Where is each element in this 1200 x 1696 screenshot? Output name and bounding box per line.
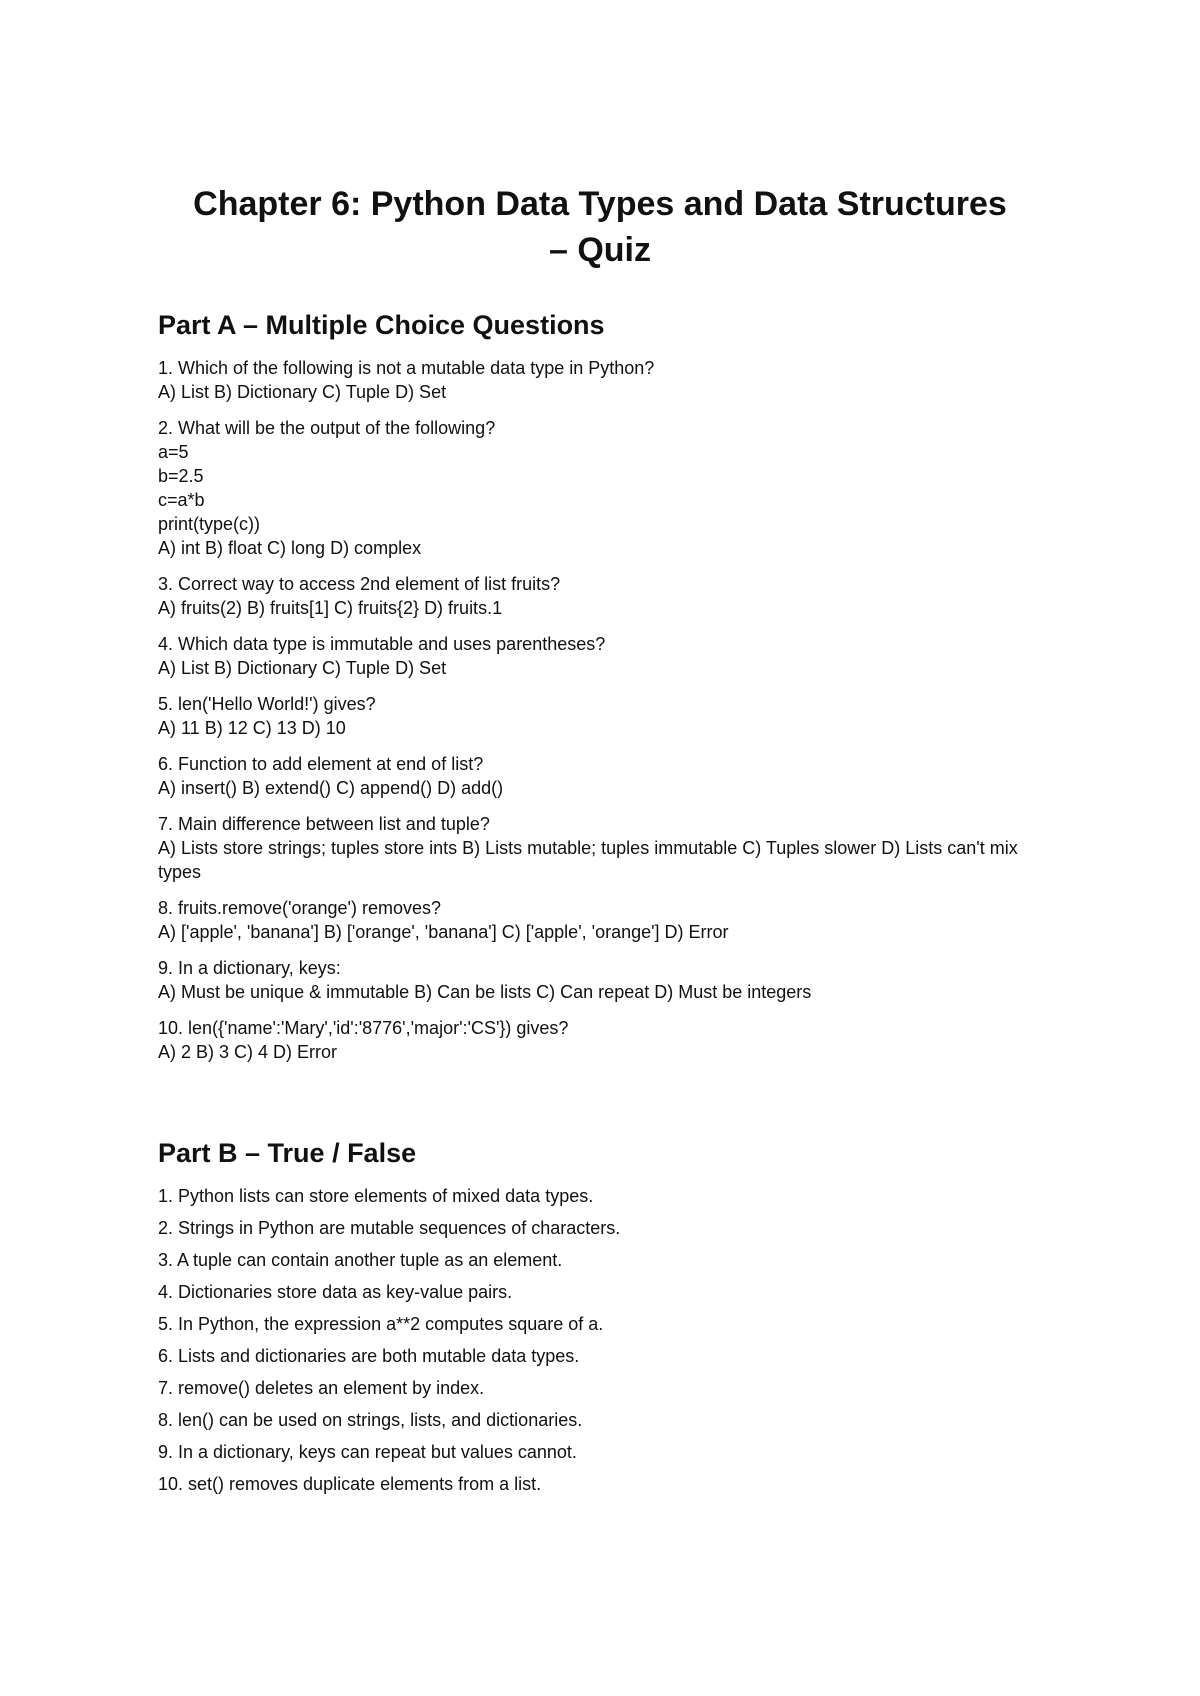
- question-text: 9. In a dictionary, keys:: [158, 958, 341, 978]
- answer-options: A) int B) float C) long D) complex: [158, 538, 422, 558]
- mcq-question: [158, 356, 1058, 404]
- true-false-statement: 8. len() can be used on strings, lists, and dictionaries.: [158, 1410, 583, 1430]
- mcq-question: [158, 956, 1058, 1004]
- answer-options: A) ['apple', 'banana'] B) ['orange', 'banana'] C) ['apple', 'orange'] D) Error: [158, 922, 729, 942]
- answer-options: A) 2 B) 3 C) 4 D) Error: [158, 1042, 338, 1062]
- question-text: 1. Which of the following is not a mutable data type in Python?: [158, 358, 655, 378]
- true-false-statement: 10. set() removes duplicate elements from a list.: [158, 1474, 542, 1494]
- true-false-statement: 3. A tuple can contain another tuple as an element.: [158, 1250, 563, 1270]
- true-false-statement: 6. Lists and dictionaries are both mutable data types.: [158, 1346, 580, 1366]
- question-text: 3. Correct way to access 2nd element of list fruits?: [158, 574, 561, 594]
- question-text: 2. What will be the output of the following?: [158, 418, 496, 438]
- mcq-question: [158, 752, 1058, 800]
- true-false-statement: 1. Python lists can store elements of mixed data types.: [158, 1186, 594, 1206]
- title-line-1: Chapter 6: Python Data Types and Data Structures: [193, 184, 1007, 223]
- code-line: print(type(c)): [158, 514, 261, 534]
- answer-options: A) List B) Dictionary C) Tuple D) Set: [158, 382, 447, 402]
- mcq-question: [158, 632, 1058, 680]
- mcq-question: [158, 812, 1058, 884]
- part-b-heading: Part B – True / False: [158, 1138, 417, 1168]
- answer-options: A) Lists store strings; tuples store ints B) Lists mutable; tuples immutable C) Tuples slower D) Lists can't mix types: [158, 838, 1023, 882]
- question-text: 8. fruits.remove('orange') removes?: [158, 898, 441, 918]
- part-a-heading: Part A – Multiple Choice Questions: [158, 310, 605, 340]
- question-text: 6. Function to add element at end of list?: [158, 754, 484, 774]
- question-text: 4. Which data type is immutable and uses parentheses?: [158, 634, 606, 654]
- true-false-list: [158, 1184, 1058, 1504]
- question-text: 7. Main difference between list and tuple?: [158, 814, 490, 834]
- mcq-question: [158, 1016, 1058, 1064]
- code-line: c=a*b: [158, 490, 205, 510]
- code-line: a=5: [158, 442, 189, 462]
- true-false-statement: 9. In a dictionary, keys can repeat but values cannot.: [158, 1442, 577, 1462]
- answer-options: A) 11 B) 12 C) 13 D) 10: [158, 718, 346, 738]
- question-text: 5. len('Hello World!') gives?: [158, 694, 376, 714]
- answer-options: A) insert() B) extend() C) append() D) add(): [158, 778, 504, 798]
- true-false-statement: 5. In Python, the expression a**2 computes square of a.: [158, 1314, 604, 1334]
- true-false-statement: 2. Strings in Python are mutable sequences of characters.: [158, 1218, 621, 1238]
- answer-options: A) List B) Dictionary C) Tuple D) Set: [158, 658, 447, 678]
- true-false-statement: 7. remove() deletes an element by index.: [158, 1378, 485, 1398]
- answer-options: A) fruits(2) B) fruits[1] C) fruits{2} D) fruits.1: [158, 598, 503, 618]
- mcq-question: [158, 572, 1058, 620]
- mcq-question: [158, 416, 1058, 560]
- mcq-question: [158, 896, 1058, 944]
- question-text: 10. len({'name':'Mary','id':'8776','major':'CS'}) gives?: [158, 1018, 569, 1038]
- mcq-question: [158, 692, 1058, 740]
- code-line: b=2.5: [158, 466, 204, 486]
- answer-options: A) Must be unique & immutable B) Can be lists C) Can repeat D) Must be integers: [158, 982, 812, 1002]
- true-false-statement: 4. Dictionaries store data as key-value pairs.: [158, 1282, 513, 1302]
- multiple-choice-list: [158, 356, 1058, 1076]
- title-line-2: – Quiz: [548, 230, 652, 269]
- page-title: [140, 181, 1060, 273]
